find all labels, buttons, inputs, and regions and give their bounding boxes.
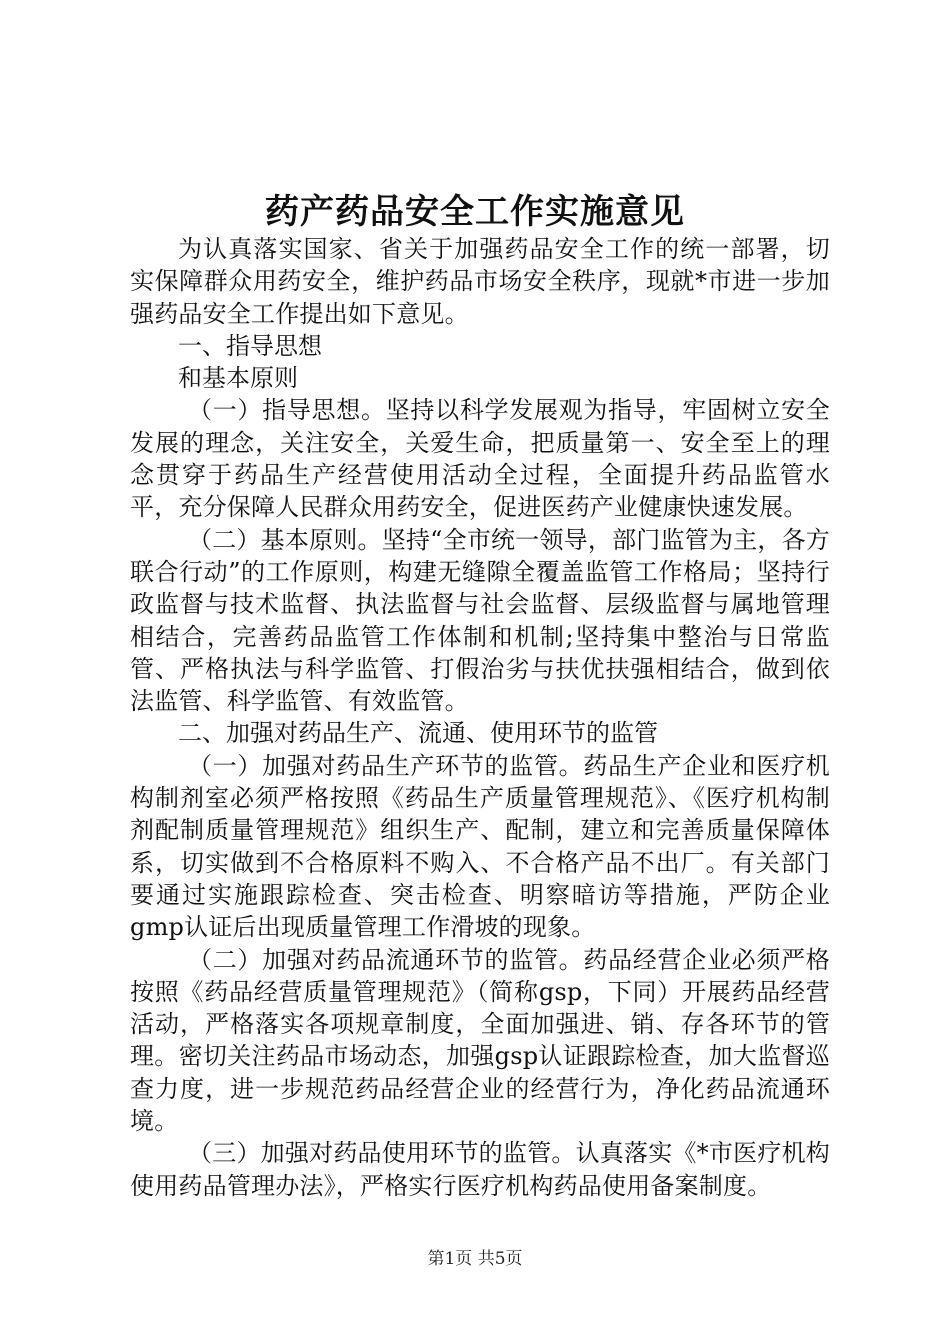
section1-paragraph-2: （二）基本原则。坚持“全市统一领导，部门监管为主，各方联合行动”的工作原则，构建无缝隙全覆盖监管工作格局；坚持行政监督与技术监督、执法监督与社会监督、层级监督与属地管理相结合，完善药品监管工作体制和机制;坚持集中整治与日常监管、严格执法与科学监管、打假治劣与扶优扶强相结合，做到依法监管、科学监管、有效监管。 [130,525,830,716]
page-number-footer: 第1页 共5页 [427,1249,523,1269]
section1-paragraph-1: （一）指导思想。坚持以科学发展观为指导，牢固树立安全发展的理念，关注安全，关爱生命，把质量第一、安全至上的理念贯穿于药品生产经营使用活动全过程，全面提升药品监管水平，充分保障人民群众用药安全，促进医药产业健康快速发展。 [130,396,830,522]
intro-paragraph: 为认真落实国家、省关于加强药品安全工作的统一部署，切实保障群众用药安全，维护药品市场安全秩序，现就*市进一步加强药品安全工作提出如下意见。 [130,235,830,328]
document-body [130,233,830,1202]
section2-paragraph-2: （二）加强对药品流通环节的监管。药品经营企业必须严格按照《药品经营质量管理规范》（简称gsp，下同）开展药品经营活动，严格落实各项规章制度，全面加强进、销、存各环节的管理。密切关注药品市场动态，加强gsp认证跟踪检查，加大监督巡查力度，进一步规范药品经营企业的经营行为，净化药品流通环境。 [130,945,830,1136]
section2-paragraph-1: （一）加强对药品生产环节的监管。药品生产企业和医疗机构制剂室必须严格按照《药品生产质量管理规范》、《医疗机构制剂配制质量管理规范》组织生产、配制，建立和完善质量保障体系，切实做到不合格原料不购入、不合格产品不出厂。有关部门要通过实施跟踪检查、突击检查、明察暗访等措施，严防企业gmp认证后出现质量管理工作滑坡的现象。 [130,751,830,942]
document-title: 药产药品安全工作实施意见 [265,192,685,232]
section2-heading: 二、加强对药品生产、流通、使用环节的监管 [178,719,658,748]
section2-paragraph-3: （三）加强对药品使用环节的监管。认真落实《*市医疗机构使用药品管理办法》，严格实行医疗机构药品使用备案制度。 [130,1139,830,1200]
section1-heading-line2: 和基本原则 [178,364,298,393]
section1-heading-line1: 一、指导思想 [178,331,322,360]
